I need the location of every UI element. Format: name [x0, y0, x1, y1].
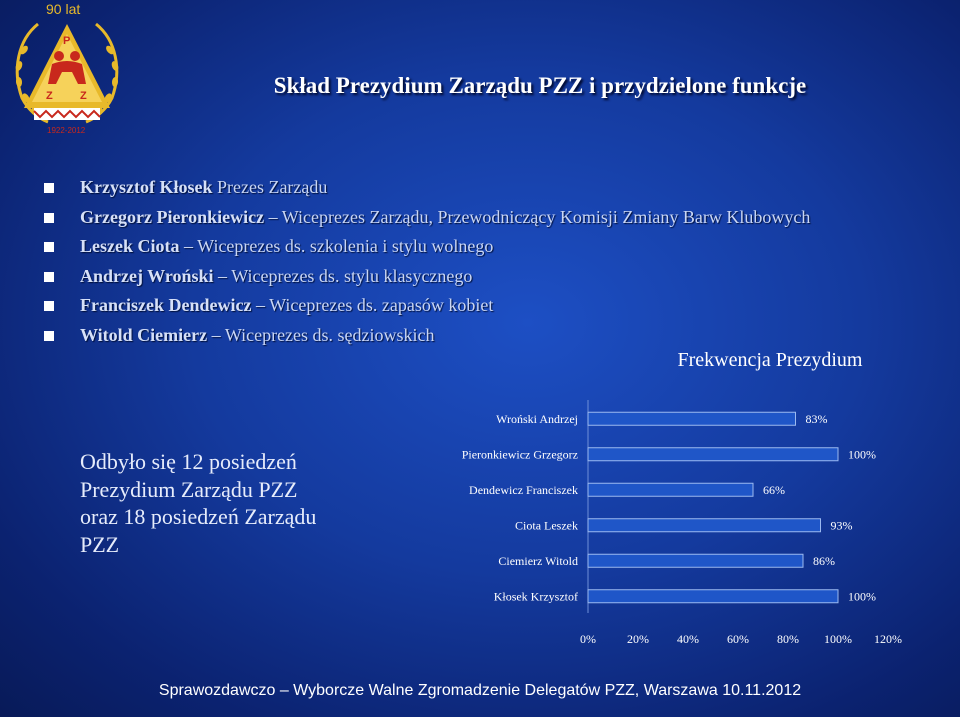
member-name: Franciszek Dendewicz [80, 295, 252, 315]
member-dash: – [218, 265, 228, 286]
note-line: Odbyło się 12 posiedzeń [80, 449, 297, 474]
member-name: Witold Ciemierz [80, 324, 208, 345]
data-label: 100% [848, 589, 876, 604]
chart-title: Frekwencja Prezydium [677, 349, 863, 371]
bar-6 [588, 590, 838, 603]
category-label: Pieronkiewicz Grzegorz [461, 447, 578, 462]
category-label: Kłosek Krzysztof [493, 589, 578, 604]
member-role: Wiceprezes ds. sędziowskich [224, 324, 435, 345]
meetings-note [80, 448, 370, 558]
logo-letter-z-right: Z [80, 90, 87, 102]
bar-2 [588, 448, 838, 461]
x-tick-label: 60% [727, 632, 749, 646]
logo-letter-p: P [63, 35, 71, 47]
member-name: Andrzej Wroński [80, 265, 214, 286]
member-dash: – [211, 324, 221, 345]
bar-1 [588, 412, 796, 425]
category-label: Ciota Leszek [515, 518, 578, 533]
note-line: oraz 18 posiedzeń Zarządu [80, 504, 317, 529]
pzz-90-years-logo [8, 0, 126, 138]
x-tick-label: 40% [677, 632, 699, 646]
attendance-chart [440, 340, 940, 646]
member-role: Prezes Zarządu [216, 177, 328, 197]
data-label: 83% [805, 411, 828, 426]
square-bullet-icon [44, 183, 54, 193]
note-line: Prezydium Zarządu PZZ [80, 476, 298, 502]
x-tick-label: 120% [874, 632, 902, 646]
footer-text: Sprawozdawczo – Wyborcze Walne Zgromadzenie Delegatów PZZ, Warszawa 10.11.2012 [158, 682, 802, 699]
member-role: Wiceprezes Zarządu, Przewodniczący Komisji Zmiany Barw Klubowych [281, 206, 811, 227]
square-bullet-icon [44, 213, 54, 223]
x-tick-label: 80% [777, 632, 799, 646]
logo-anniversary-text: 90 lat [46, 1, 81, 17]
square-bullet-icon [44, 301, 54, 311]
square-bullet-icon [44, 331, 54, 341]
list-item [42, 173, 810, 203]
category-label: Wroński Andrzej [496, 411, 578, 426]
member-name: Leszek Ciota [80, 236, 180, 256]
list-item [42, 203, 810, 233]
member-role: Wiceprezes ds. szkolenia i stylu wolnego [197, 236, 494, 256]
category-label: Dendewicz Franciszek [469, 482, 578, 497]
logo-letter-z-left: Z [46, 90, 53, 102]
list-item [42, 262, 810, 292]
slide-title: Skład Prezydium Zarządu PZZ i przydzielone funkcje [273, 73, 807, 98]
list-item [42, 232, 810, 262]
bar-5 [588, 554, 803, 567]
member-role: Wiceprezes ds. stylu klasycznego [231, 265, 473, 286]
member-name: Grzegorz Pieronkiewicz [80, 206, 265, 227]
member-dash: – [255, 295, 265, 315]
member-name: Krzysztof Kłosek [80, 177, 213, 197]
attendance-chart-svg [440, 340, 940, 646]
square-bullet-icon [44, 272, 54, 282]
data-label: 66% [763, 482, 785, 497]
note-line: PZZ [80, 531, 120, 557]
bar-3 [588, 483, 753, 496]
x-tick-label: 20% [627, 632, 649, 646]
member-role: Wiceprezes ds. zapasów kobiet [269, 295, 494, 315]
bar-4 [588, 519, 821, 532]
data-label: 93% [830, 518, 853, 533]
square-bullet-icon [44, 242, 54, 252]
list-item [42, 291, 810, 321]
data-label: 86% [813, 553, 835, 568]
logo-years-text: 1922-2012 [47, 126, 86, 135]
x-tick-label: 100% [824, 632, 852, 646]
member-dash: – [183, 236, 193, 256]
member-dash: – [268, 206, 278, 227]
members-list [42, 173, 810, 350]
x-tick-label: 0% [580, 632, 596, 646]
data-label: 100% [848, 447, 876, 462]
category-label: Ciemierz Witold [498, 553, 578, 568]
